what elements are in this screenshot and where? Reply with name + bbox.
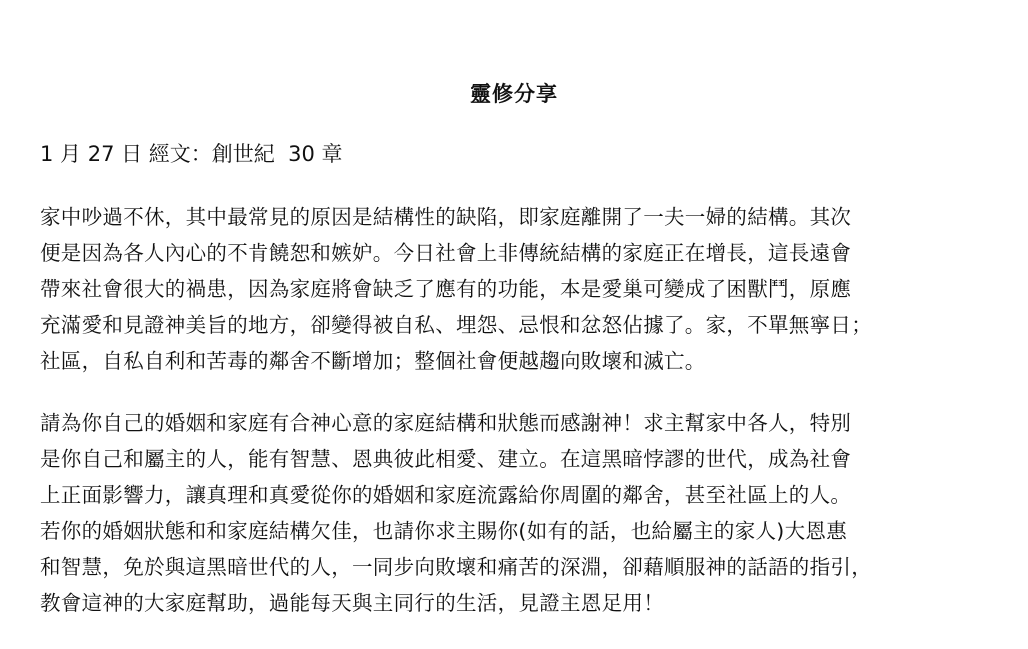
paragraph-line: 家中吵過不休，其中最常見的原因是結構性的缺陷，即家庭離開了一夫一婦的結構。其次 [40, 205, 852, 229]
scripture-reference: 1 月 27 日 經文：創世紀 30 章 [40, 142, 343, 166]
paragraph-1 [40, 199, 1015, 379]
paragraph-line: 充滿愛和見證神美旨的地方，卻變得被自私、埋怨、忌恨和忿怒佔據了。家，不單無寧日； [40, 313, 872, 337]
paragraph-line: 和智慧，免於與這黑暗世代的人，一同步向敗壞和痛苦的深淵，卻藉順服神的話語的指引， [40, 555, 872, 579]
paragraph-line: 社區，自私自利和苦毒的鄰舍不斷增加；整個社會便越趨向敗壞和滅亡。 [40, 349, 706, 373]
paragraph-line: 便是因為各人內心的不肯饒恕和嫉妒。今日社會上非傳統結構的家庭正在增長，這長遠會 [40, 241, 852, 265]
paragraph-line: 教會這神的大家庭幫助，過能每天與主同行的生活，見證主恩足用！ [40, 591, 664, 615]
paragraph-2 [40, 405, 1015, 621]
paragraph-line: 若你的婚姻狀態和和家庭結構欠佳，也請你求主賜你(如有的話，也給屬主的家人)大恩惠 [40, 519, 847, 543]
paragraph-line: 帶來社會很大的禍患，因為家庭將會缺乏了應有的功能，本是愛巢可變成了困獸鬥，原應 [40, 277, 852, 301]
paragraph-line: 上正面影響力，讓真理和真愛從你的婚姻和家庭流露給你周圍的鄰舍，甚至社區上的人。 [40, 483, 852, 507]
paragraph-line: 是你自己和屬主的人，能有智慧、恩典彼此相愛、建立。在這黑暗悖謬的世代，成為社會 [40, 447, 852, 471]
paragraph-line: 請為你自己的婚姻和家庭有合神心意的家庭結構和狀態而感謝神！求主幫家中各人，特別 [40, 411, 852, 435]
page-title: 靈修分享 [470, 82, 558, 106]
